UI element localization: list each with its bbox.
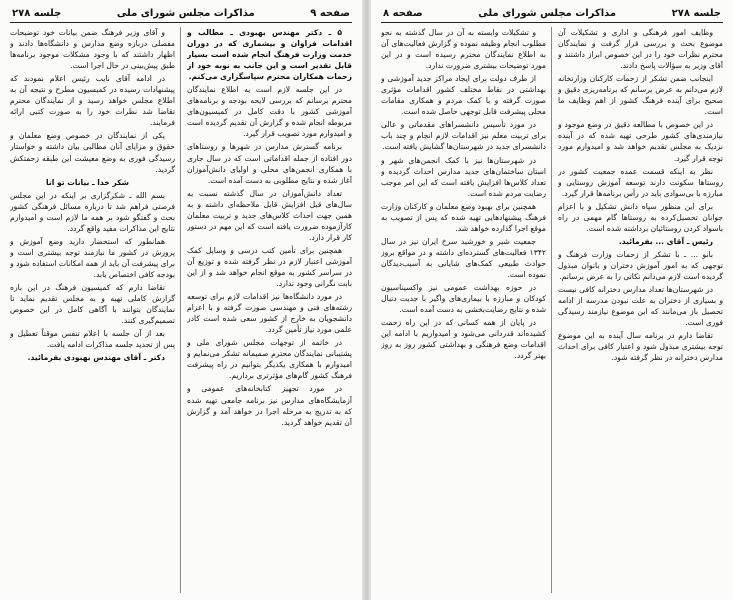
paragraph: و آقای وزیر فرهنگ ضمن بیانات خود توضیحات مفصلی درباره وضع مدارس و دانشگاه‌ها دادند و اظهار داشتند که با وجود مشکلات موجود برنامه‌ها طبق پیش‌بینی در حال اجرا است. xyxy=(10,28,175,71)
column-right xyxy=(187,27,352,593)
page-left xyxy=(0,0,362,600)
text-columns xyxy=(10,27,352,593)
paragraph: تقاضا دارم که کمیسیون فرهنگ در این باره گزارش کاملی تهیه و به مجلس تقدیم نماید تا نمایندگان بتوانند با آگاهی کامل در این خصوص تصمیم‌گیری کنند. xyxy=(10,283,175,326)
session-number: جلسه ۲۷۸ xyxy=(671,8,721,19)
speaker-line: دکتر ـ آقای مهندس بهبودی بفرمائید. xyxy=(27,353,165,363)
paragraph: همچنین برای تأمین کتب درسی و وسایل کمک آموزشی اعتبار لازم در نظر گرفته شده و توزیع آن در سراسر کشور به موقع انجام خواهد شد و از این بابت نگرانی وجود ندارد. xyxy=(187,245,352,289)
column-left xyxy=(381,27,552,593)
paragraph: و تشکیلات وابسته به آن در سال گذشته به نحو مطلوب انجام وظیفه نموده و گزارش فعالیت‌های آن به اطلاع نمایندگان محترم رسیده است و در این مورد توضیحات بیشتری ضرورت ندارد. xyxy=(381,28,546,71)
paragraph: برنامه گسترش مدارس در شهرها و روستاهای دور افتاده از جمله اقداماتی است که در سال جاری با همکاری انجمن‌های محلی و اولیای دانش‌آموزان آغاز شده و نتایج مطلوبی به دست آمده است. xyxy=(187,142,352,185)
paragraph: ۵ ـ دکتر مهندس بهبودی ـ مطالب و اقدامات فراوان و بیشماری که در دوران خدمت وزارت فرهنگ انجام شده است بسیار قابل تقدیر است و این جانب به نوبه خود از زحمات همکاران محترم سپاسگزاری می‌کنم. xyxy=(187,28,352,82)
paragraph: در ادامه آقای نایب رئیس اعلام نمودند که پیشنهادات رسیده در کمیسیون مطرح و نتیجه آن به اطلاع مجلس خواهد رسید و از نمایندگان محترم تقاضا شد نظرات خود را به صورت کتبی ارائه فرمایند. xyxy=(10,74,175,128)
paragraph: در پایان از همه کسانی که در این راه زحمت کشیده‌اند قدردانی می‌شود و امیدواریم با ادامه این اقدامات وضع فرهنگی و بهداشتی کشور روز به روز بهتر گردد. xyxy=(381,318,546,361)
book-gutter xyxy=(362,0,371,600)
page-header xyxy=(10,6,352,23)
paragraph: در حوزه بهداشت عمومی نیز واکسیناسیون کودکان و مبارزه با بیماری‌های واگیر با جدیت دنبال شده و نتایج رضایت‌بخشی به دست آمده است. xyxy=(381,283,546,315)
paragraph: نظر به اینکه قسمت عمده جمعیت کشور در روستاها سکونت دارند توسعه آموزش روستایی و مبارزه با بی‌سوادی باید در رأس برنامه‌ها قرار گیرد. xyxy=(558,166,723,198)
paragraph: در مورد تجهیز کتابخانه‌های عمومی و آزمایشگاه‌های مدارس نیز برنامه جامعی تهیه شده که به تدریج به مرحله اجرا در خواهد آمد و گزارش آن تقدیم خواهد گردید. xyxy=(187,384,352,427)
column-left xyxy=(10,27,181,593)
page-number: صفحه ۹ xyxy=(310,8,350,19)
paragraph: در شهرستان‌ها تعداد مدارس دخترانه کافی نیست و بسیاری از دختران به علت نبودن مدرسه از ادامه تحصیل باز می‌مانند که این موضوع نیازمند رسیدگی فوری است. xyxy=(558,285,723,328)
session-number: جلسه ۲۷۸ xyxy=(12,8,62,19)
page-title: مذاکرات مجلس شورای ملی xyxy=(478,8,617,19)
page-right xyxy=(371,0,733,600)
paragraph: در مورد دانشگاه‌ها نیز اقدامات لازم برای توسعه رشته‌های فنی و مهندسی صورت گرفته و با اعزام دانشجویان به خارج از کشور سعی شده است کادر علمی مورد نیاز تأمین گردد. xyxy=(187,292,352,335)
paragraph: تعداد دانش‌آموزان در سال گذشته نسبت به سال‌های قبل افزایش قابل ملاحظه‌ای داشته و به همین جهت احداث کلاس‌های جدید و تربیت معلمان کارآزموده ضرورت یافته است که این مهم در دستور کار قرار دارد. xyxy=(187,188,352,242)
section-subheading: شکر خدا ـ بیانات تو انا xyxy=(46,177,129,187)
paragraph: در این خصوص با مطالعه دقیق در وضع موجود و نیازمندی‌های کشور طرحی تهیه شده که در آینده نزدیک به مجلس تقدیم خواهد شد و امیدوارم مورد توجه قرار گیرد. xyxy=(558,120,723,163)
page-header xyxy=(381,6,723,23)
paragraph: از طرف دولت برای ایجاد مراکز جدید آموزشی و بهداشتی در نقاط مختلف کشور اقدامات مؤثری صورت گرفته و با کمک مردم و همکاری مقامات محلی پیشرفت قابل توجهی حاصل شده است. xyxy=(381,74,546,117)
paragraph: اینجانب ضمن تشکر از زحمات کارکنان وزارتخانه لازم می‌دانم به عرض برسانم که برنامه‌ریزی دقیق و صحیح برای آینده فرهنگ کشور از اهم وظایف ما است. xyxy=(558,74,723,117)
paragraph: یکی از نمایندگان در خصوص وضع معلمان و حقوق و مزایای آنان مطالبی بیان داشته و خواستار رسیدگی فوری به وضع معیشت این طبقه زحمتکش گردید. xyxy=(10,131,175,174)
paragraph: در مورد تأسیس دانشسراهای مقدماتی و عالی برای تربیت معلم نیز اقدامات لازم انجام و چند باب دانشسرای جدید در شهرستان‌ها گشایش یافته است. xyxy=(381,120,546,152)
paragraph: برای این منظور سپاه دانش تشکیل و با اعزام جوانان تحصیل‌کرده به روستاها گام مهمی در راه باسواد کردن روستائیان برداشته شده است. xyxy=(558,201,723,233)
paragraph: در شهرستان‌ها نیز با کمک انجمن‌های شهر و استان ساختمان‌های جدید مدارس احداث گردیده و تعداد کلاس‌ها افزایش یافته است که این امر موجب رضایت مردم شده است. xyxy=(381,155,546,198)
page-title: مذاکرات مجلس شورای ملی xyxy=(116,8,255,19)
speaker-line: رئیس ـ آقای ... بفرمائید. xyxy=(618,236,713,246)
paragraph: وظایف امور فرهنگی و اداری و تشکیلات آن موضوع بحث و بررسی قرار گرفت و نمایندگان محترم نظرات خود را در این خصوص ابراز داشتند و آقای وزیر به سؤالات پاسخ دادند. xyxy=(558,28,723,71)
paragraph: بانو ... ـ با تشکر از زحمات وزارت فرهنگ و توجهی که به امور آموزش دختران و بانوان مبذول گردیده است لازم می‌دانم نکاتی را به عرض برسانم. xyxy=(558,249,723,281)
text-columns xyxy=(381,27,723,593)
paragraph: در این جلسه لازم است به اطلاع نمایندگان محترم برسانم که بررسی لایحه بودجه و برنامه‌های آموزشی کشور با دقت کامل در کمیسیون‌های مربوطه انجام شده و گزارش آن تقدیم گردیده است و امیدوارم مورد تصویب قرار گیرد. xyxy=(187,85,352,139)
column-right xyxy=(558,27,723,593)
paragraph: بعد از آن جلسه با اعلام تنفس موقتاً تعطیل و پس از تجدید جلسه مذاکرات ادامه یافت. xyxy=(10,329,175,350)
paragraph: تقاضا دارم در برنامه سال آینده به این موضوع توجه بیشتری مبذول شود و اعتبار کافی برای احداث مدارس دخترانه در نظر گرفته شود. xyxy=(558,331,723,363)
page-number: صفحه ۸ xyxy=(383,8,423,19)
paragraph: همچنین برای بهبود وضع معلمان و کارکنان وزارت فرهنگ پیشنهادهایی تهیه شده که پس از تصویب به موقع اجرا گذارده خواهد شد. xyxy=(381,201,546,233)
paragraph: بسم الله ـ شکرگزاری بر اینکه در این مجلس فرصتی فراهم شد تا درباره مسائل فرهنگی کشور بحث و گفتگو شود بر همه ما لازم است و امیدوارم نتایج این مذاکرات مفید واقع گردد. xyxy=(10,190,175,233)
paragraph: همانطور که استحضار دارید وضع آموزش و پرورش در کشور ما نیازمند توجه بیشتری است و برای پیشرفت آن باید از همه امکانات استفاده شود و بودجه کافی اختصاص یابد. xyxy=(10,236,175,279)
paragraph: در خاتمه از توجهات مجلس شورای ملی و پشتیبانی نمایندگان محترم صمیمانه تشکر می‌نمایم و امیدوارم با همکاری یکدیگر بتوانیم در راه پیشرفت فرهنگ کشور گام‌های مؤثرتری برداریم. xyxy=(187,338,352,381)
paragraph: جمعیت شیر و خورشید سرخ ایران نیز در سال ۱۳۴۲ فعالیت‌های گسترده‌ای داشته و در مواقع بروز حوادث طبیعی کمک‌های شایانی به آسیب‌دیدگان نموده است. xyxy=(381,236,546,279)
